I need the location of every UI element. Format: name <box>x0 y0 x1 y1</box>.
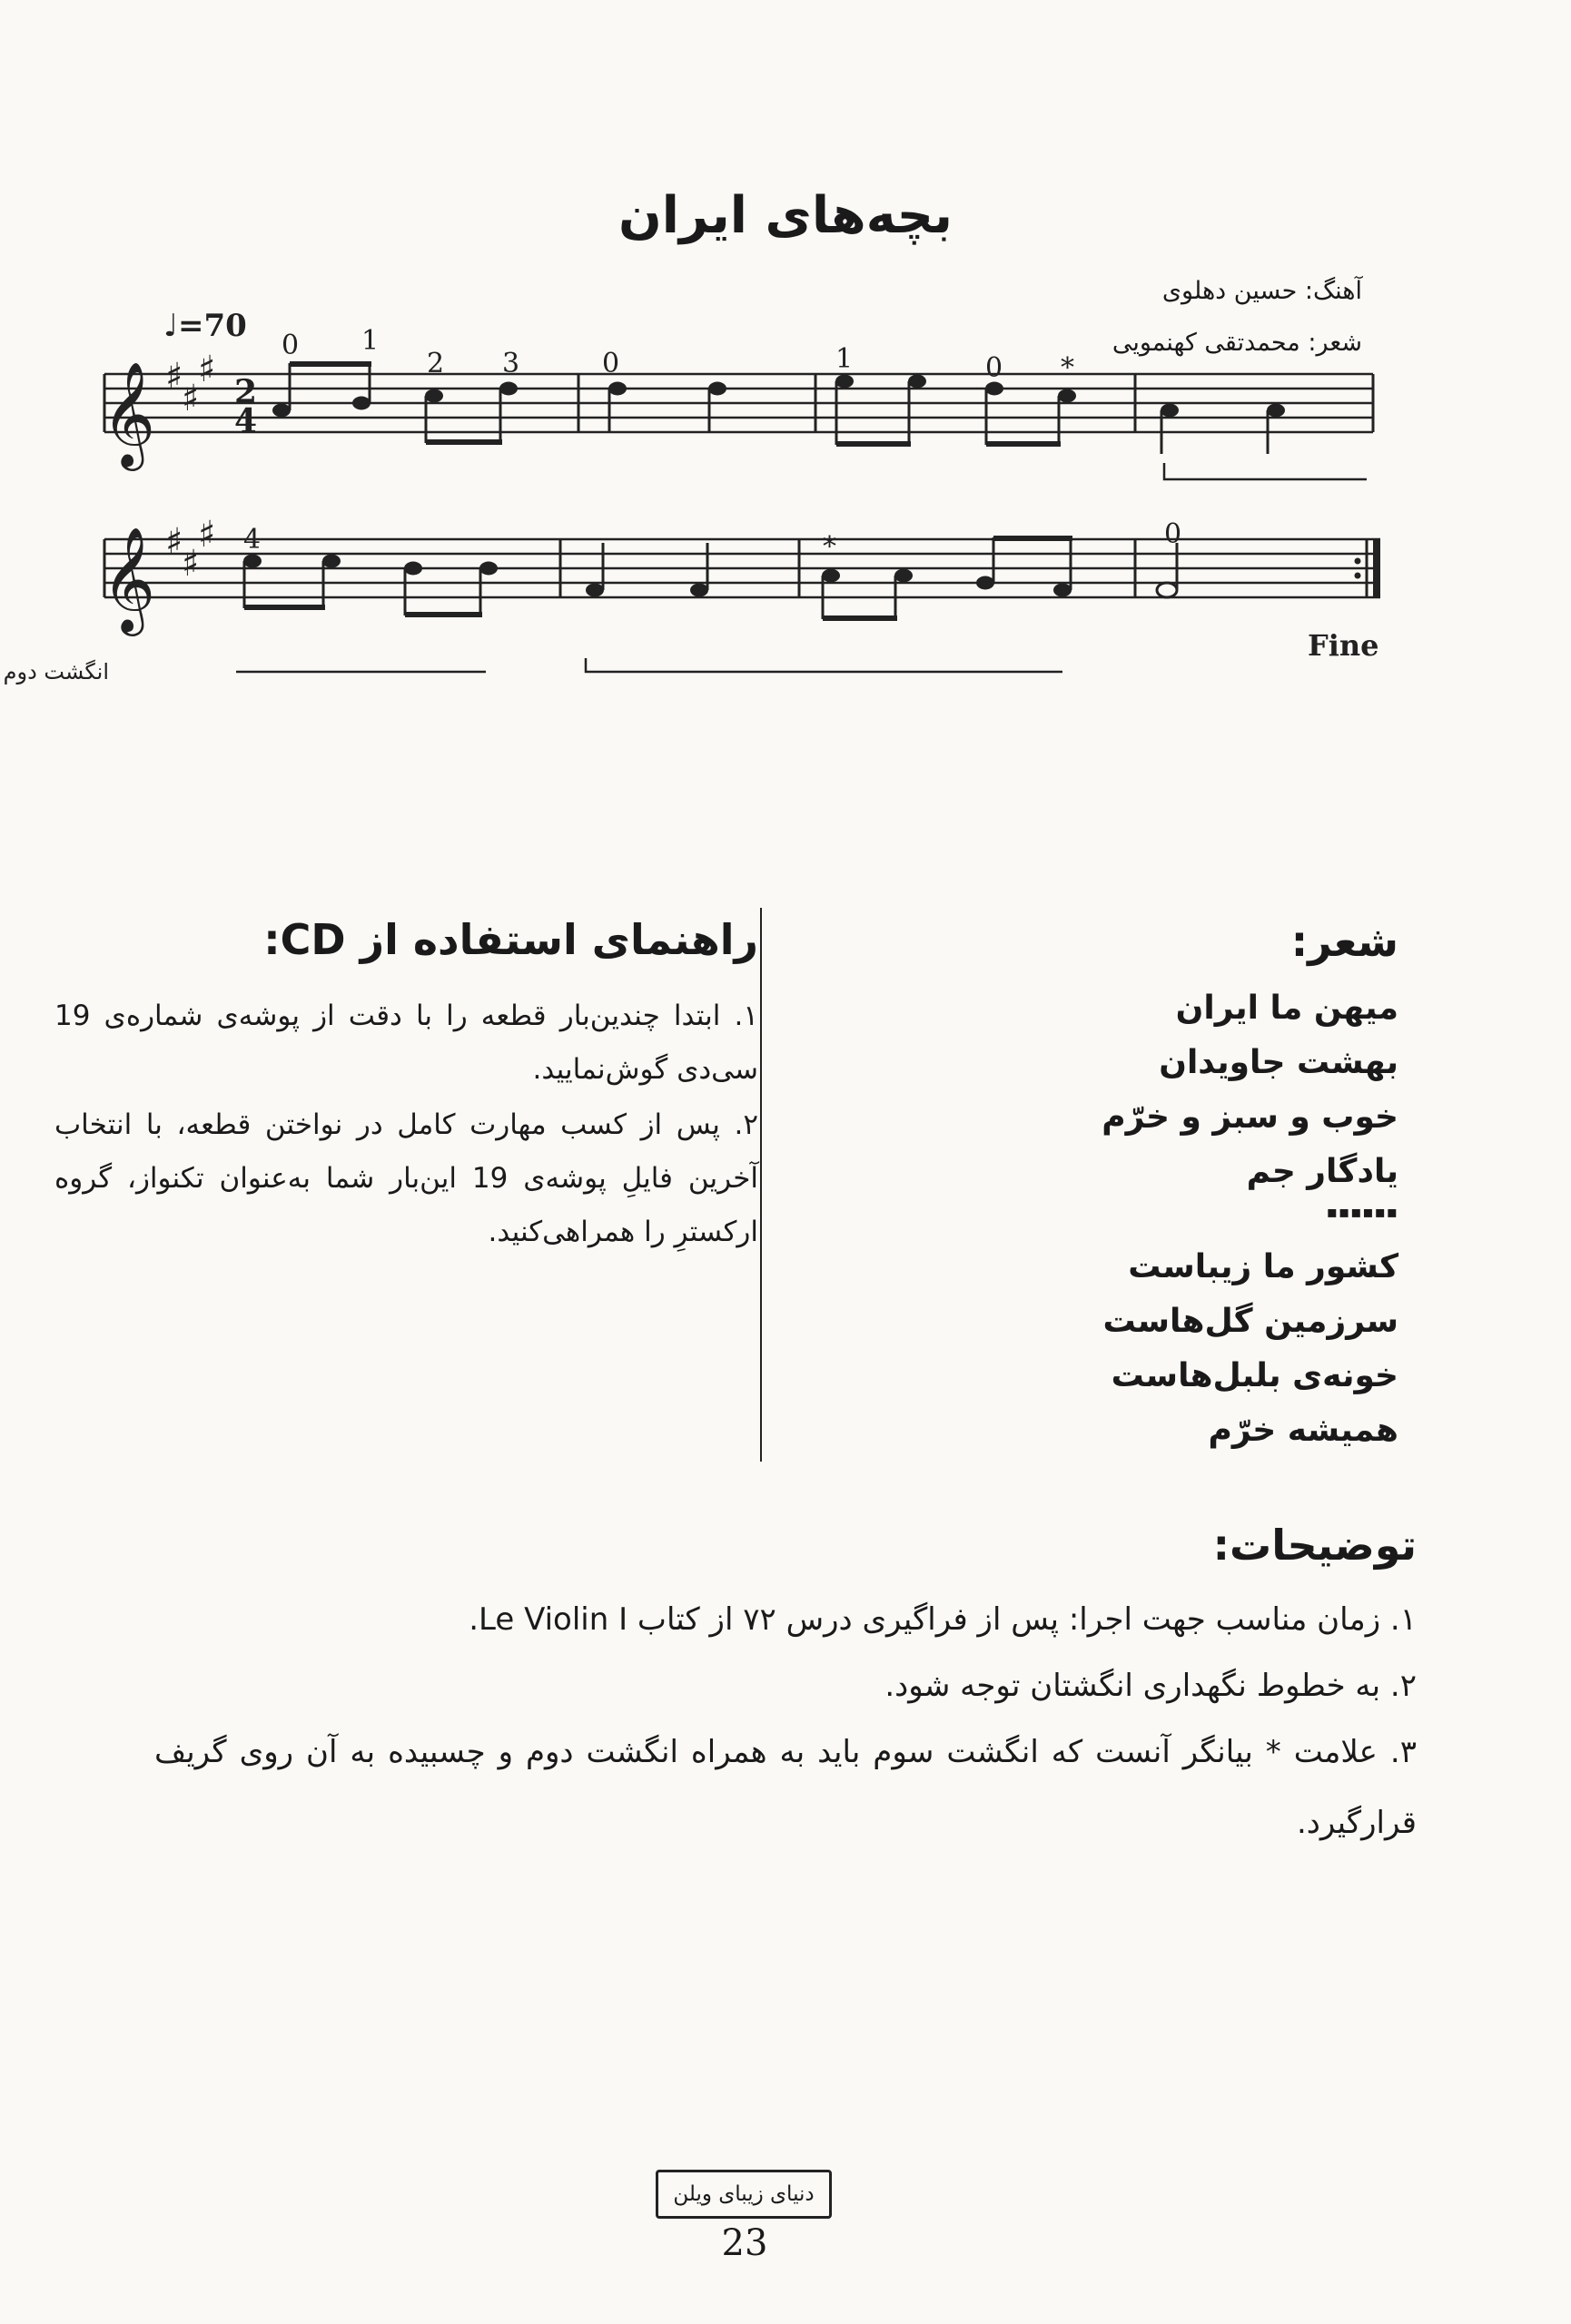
cd-guide-heading: راهنمای استفاده از CD: <box>263 915 758 964</box>
poem-heading: شعر: <box>1290 917 1398 966</box>
tempo-marking: ♩=70 <box>163 308 247 344</box>
fingering: 2 <box>427 348 445 379</box>
fingering: 0 <box>1164 518 1182 550</box>
fingering: 1 <box>361 325 380 357</box>
fingering: 0 <box>985 352 1003 384</box>
time-signature-top: 2 <box>234 373 258 411</box>
svg-text:♯: ♯ <box>198 349 216 390</box>
fine-marking: Fine <box>1308 628 1379 663</box>
fingering: 0 <box>602 348 620 379</box>
fingering: 0 <box>282 330 300 361</box>
fingering: 4 <box>243 524 262 556</box>
poem-line: کشور ما زیباست <box>1128 1248 1398 1285</box>
treble-clef-icon: 𝄞 <box>102 526 156 632</box>
time-signature-bottom: 4 <box>234 402 258 440</box>
composer-credit: آهنگ: حسین دهلوی <box>1161 277 1362 305</box>
finger-hold-line <box>586 658 1062 672</box>
key-signature-icon <box>165 349 215 585</box>
fingering: * <box>1061 352 1074 384</box>
finger-hold-line <box>1164 463 1367 479</box>
note-item: ۱. زمان مناسب جهت اجرا: پس از فراگیری درس ۷۲ از کتاب Le Violin I. <box>469 1601 1417 1638</box>
finger-hold-label: انگشت دوم <box>3 659 109 684</box>
note-item: ۲. به خطوط نگهداری انگشتان توجه شود. <box>884 1668 1417 1704</box>
notes-heading: توضیحات: <box>1212 1521 1417 1570</box>
poem-line: میهن ما ایران <box>1175 990 1398 1027</box>
beams-row-2 <box>244 536 1072 621</box>
svg-text:♯: ♯ <box>165 356 183 398</box>
fingering: * <box>823 531 836 563</box>
svg-text:♯: ♯ <box>182 378 200 419</box>
poem-line: همیشه خرّم <box>1208 1412 1398 1449</box>
notes-row-2 <box>243 555 1072 597</box>
poem-separator: ▪▪▪▪▪▪ <box>1326 1203 1398 1222</box>
column-divider <box>760 908 762 1462</box>
note-item: ۳. علامت * بیانگر آنست که انگشت سوم باید به همراه انگشت دوم و چسبیده به آن روی گریف قرارگیرد. <box>154 1734 1417 1841</box>
poem-line: یادگار جم <box>1246 1153 1398 1190</box>
fingering: 3 <box>502 348 520 379</box>
svg-text:♯: ♯ <box>165 521 183 563</box>
book-title-box: دنیای زیبای ویلن <box>656 2170 832 2219</box>
poem-line: خونه‌ی بلبل‌هاست <box>1111 1357 1398 1394</box>
cd-guide-step: ۲. پس از کسب مهارت کامل در نواختن قطعه، با انتخاب آخرین فایلِ پوشه‌ی 19 این‌بار شما به‌عنوان تکنواز، گروه ارکسترِ را همراهی‌کنید. <box>54 1108 758 1248</box>
song-title: بچه‌های ایران <box>618 186 953 245</box>
treble-clef-icon: 𝄞 <box>102 360 156 467</box>
svg-text:♯: ♯ <box>182 543 200 585</box>
poet-credit: شعر: محمدتقی کهنمویی <box>1112 329 1362 357</box>
poem-line: سرزمین گل‌هاست <box>1102 1303 1398 1340</box>
svg-text:♯: ♯ <box>198 514 216 556</box>
poem-line: خوب و سبز و خرّم <box>1102 1098 1398 1136</box>
fingering: 1 <box>835 343 854 375</box>
half-note <box>1157 583 1177 597</box>
cd-guide-step: ۱. ابتدا چندین‌بار قطعه را با دقت از پوشه‌ی شماره‌ی 19 سی‌دی گوش‌نمایید. <box>54 1000 758 1086</box>
notes-row-1 <box>272 375 1285 418</box>
poem-line: بهشت جاویدان <box>1159 1044 1398 1081</box>
music-score <box>0 272 1571 708</box>
stems-row-2 <box>244 537 1177 619</box>
page-number: 23 <box>721 2222 768 2264</box>
